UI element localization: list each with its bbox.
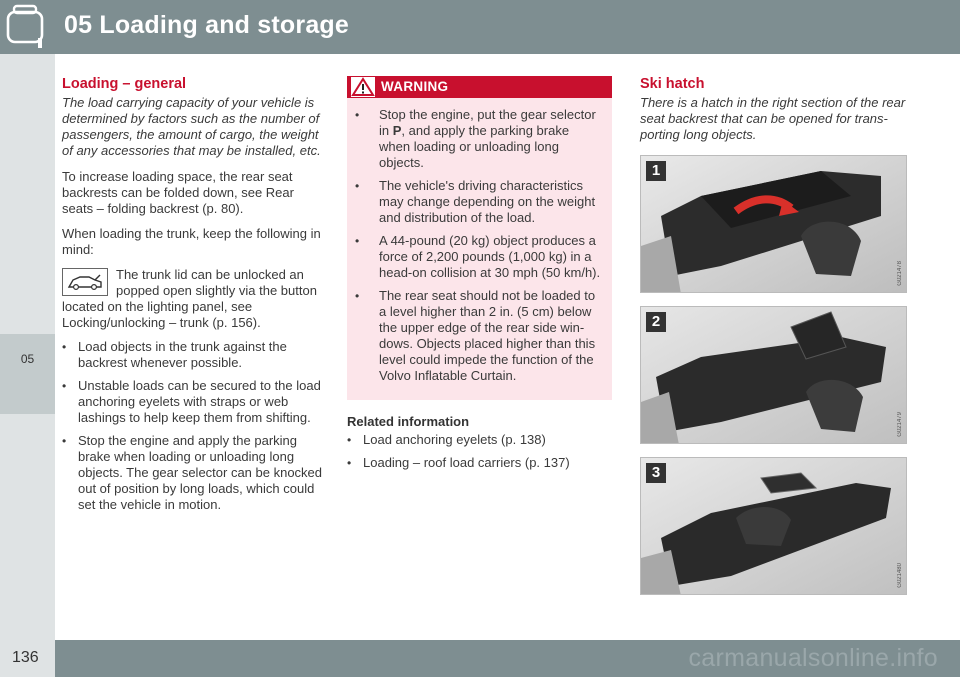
warning-triangle-icon [351,77,375,97]
warning-box [347,76,612,400]
ski-hatch-figure-2 [640,306,907,444]
list-item: • The rear seat should not be loaded to a level higher than 2 in. (5 cm) below the upper edge of the rear side win-dows. Objects placed higher than this level could impede the function of the Volvo Inflatable Curtain. [355,288,602,384]
trunk-note [62,267,324,331]
section-title-loading-general: Loading – general [62,76,187,92]
column-ski-hatch [640,76,908,153]
section-title-ski-hatch: Ski hatch [640,76,705,92]
paragraph-when-loading: When loading the trunk, keep the following in mind: [62,226,321,257]
step-badge: 3 [646,463,666,483]
figure-code: G021479 [897,412,903,437]
column-loading-general [62,76,324,520]
lead-paragraph: The load carrying capacity of your vehicle is determined by factors such as the number of passengers, the amount of cargo, the weight of any accessories that may be installed, etc. [62,95,321,158]
page-header [0,0,960,54]
list-item: • The vehicle's driving characteristics may change depending on the weight and distribution of the load. [355,178,602,226]
list-item: • Stop the engine, put the gear selector in P, and apply the parking brake when loading or unloading long objects. [355,107,602,171]
page-number: 136 [12,649,39,666]
figure-code: G021480 [897,563,903,588]
side-margin [0,54,55,334]
list-item: • A 44-pound (20 kg) object produces a force of 2,200 pounds (1,000 kg) in a head-on collision at 30 mph (50 km/h). [355,233,602,281]
page-footer [0,640,960,677]
ski-hatch-figure-3 [640,457,907,595]
related-information-list [347,432,612,471]
page-number-box [0,640,55,677]
paragraph-loading-space: To increase loading space, the rear seat backrests can be folded down, see Rear seats – folding backrest (p. 80). [62,169,294,216]
list-item: • Load objects in the trunk against the backrest whenever possible. [62,339,324,371]
related-link[interactable]: • Loading – roof load carriers (p. 137) [347,455,612,471]
list-item: • Unstable loads can be secured to the load anchoring eyelets with straps or web lashings to help keep them from shifting. [62,378,324,426]
side-margin-lower [0,414,55,640]
related-information-title: Related information [347,414,470,429]
watermark: carmanualsonline.info [688,644,938,672]
chapter-title: 05 Loading and storage [64,11,350,39]
column-warning [347,76,612,478]
loading-tips-list [62,339,324,513]
related-link[interactable]: • Load anchoring eyelets (p. 138) [347,432,612,448]
warning-title: WARNING [381,79,449,94]
trunk-note-text: The trunk lid can be unlocked an popped open slightly via the button located on the lighting panel, see Locking/unlocking – trunk (p. 156). [62,267,317,330]
chapter-tab-label: 05 [20,352,35,366]
figure-code: G021478 [897,261,903,286]
suitcase-icon [0,0,55,54]
chapter-tab [0,334,55,414]
warning-header [347,76,612,98]
step-badge: 1 [646,161,666,181]
ski-hatch-figure-1 [640,155,907,293]
step-badge: 2 [646,312,666,332]
car-trunk-icon [62,268,108,296]
warning-list [355,107,602,384]
list-item: • Stop the engine and apply the parking brake when loading or unloading long objects. The gear selector can be knocked out of position by long loads, which could set the vehicle in motion. [62,433,324,513]
ski-hatch-lead: There is a hatch in the right section of the rear seat backrest that can be opened for trans-porting long objects. [640,95,906,142]
